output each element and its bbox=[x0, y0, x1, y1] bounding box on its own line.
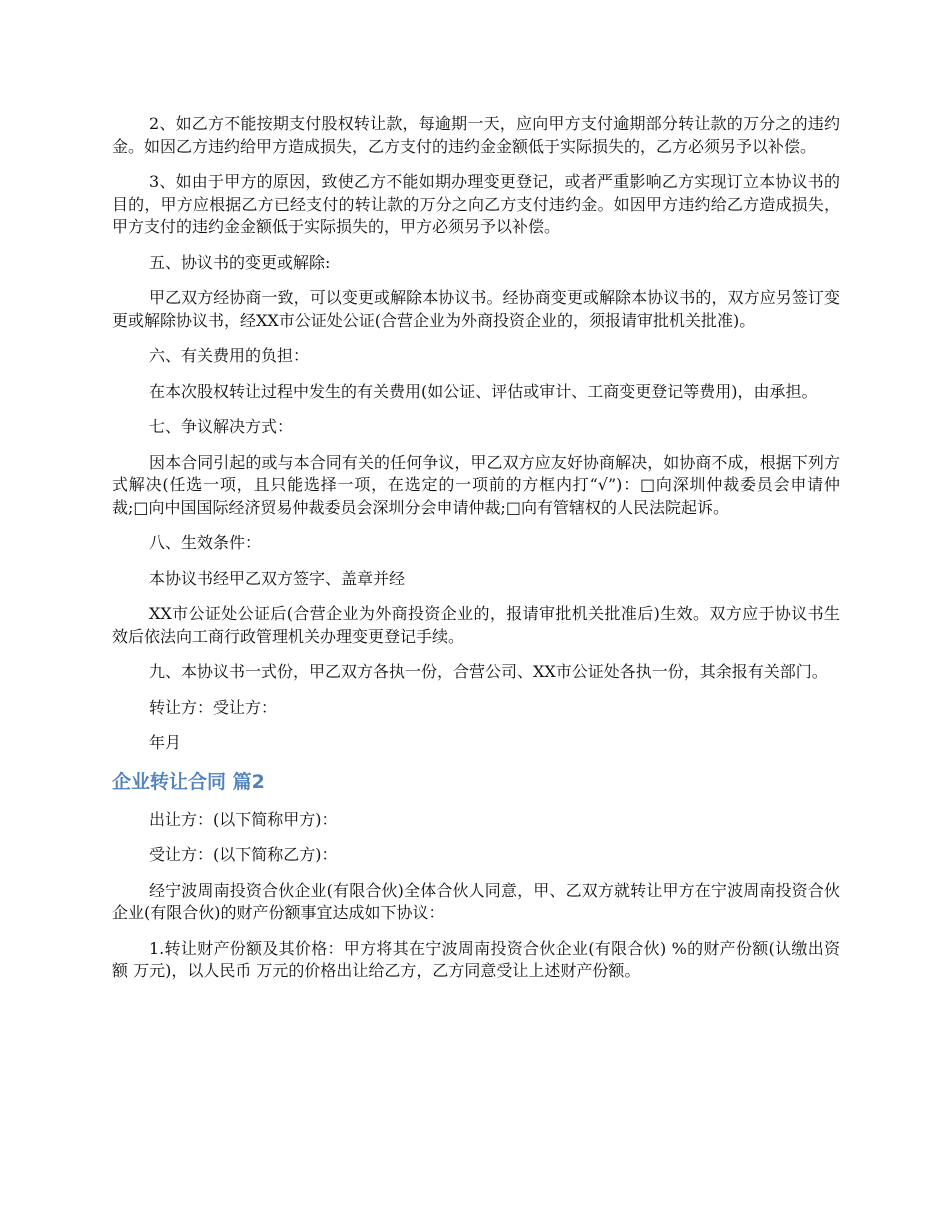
section-9-text: 九、本协议书一式份，甲乙双方各执一份，合营公司、XX市公证处各执一份，其余报有关部门。 bbox=[149, 662, 828, 681]
section-8-text: 本协议书经甲乙双方签字、盖章并经 bbox=[149, 568, 406, 588]
clause-2-late-payment: 2、如乙方不能按期支付股权转让款，每逾期一天，应向甲方支付逾期部分转让款的万分之的违约金。如因乙方违约给甲方造成损失，乙方支付的违约金金额低于实际损失的，乙方必须另予以补偿。 bbox=[112, 114, 840, 156]
transferor-line: 出让方：(以下简称甲方)： bbox=[149, 809, 338, 829]
signature-parties: 转让方：受让方： bbox=[149, 697, 278, 717]
clause-1-transfer-price: 1.转让财产份额及其价格：甲方将其在宁波周南投资合伙企业(有限合伙) %的财产份额(认缴出资额 万元)，以人民币 万元的价格出让给乙方，乙方同意受让上述财产份额。 bbox=[112, 938, 840, 980]
agreement-intro: 经宁波周南投资合伙企业(有限合伙)全体合伙人同意，甲、乙双方就转让甲方在宁波周南投资合伙企业(有限合伙)的财产份额事宜达成如下协议： bbox=[112, 880, 840, 922]
section-8-text-continued: XX市公证处公证后(合营企业为外商投资企业的，报请审批机关批准后)生效。双方应于协议书生效后依法向工商行政管理机关办理变更登记手续。 bbox=[112, 604, 840, 646]
section-8-heading: 八、生效条件： bbox=[149, 533, 262, 552]
section-6-text: 在本次股权转让过程中发生的有关费用(如公证、评估或审计、工商变更登记等费用)，由承担。 bbox=[149, 381, 818, 401]
signature-date: 年月 bbox=[149, 733, 182, 752]
transferee-line: 受让方：(以下简称乙方)： bbox=[149, 845, 338, 864]
section-title-contract-2: 企业转让合同 篇2 bbox=[112, 770, 265, 793]
section-7-text: 因本合同引起的或与本合同有关的任何争议，甲乙双方应友好协商解决，如协商不成，根据下列方式解决(任选一项，且只能选择一项，在选定的一项前的方框内打“√”)：□向深圳仲裁委员会申请仲裁;□向中国国际经济贸易仲裁委员会深圳分会申请仲裁;□向有管辖权的人民法院起诉。 bbox=[112, 452, 840, 517]
section-7-heading: 七、争议解决方式： bbox=[149, 417, 294, 436]
document-body bbox=[112, 113, 840, 996]
clause-3-registration-delay: 3、如由于甲方的原因，致使乙方不能如期办理变更登记，或者严重影响乙方实现订立本协议书的目的，甲方应根据乙方已经支付的转让款的万分之向乙方支付违约金。如因甲方违约给乙方造成损失，甲方支付的违约金金额低于实际损失的，甲方必须另予以补偿。 bbox=[112, 172, 840, 236]
section-5-heading: 五、协议书的变更或解除: bbox=[149, 252, 331, 272]
section-6-heading: 六、有关费用的负担： bbox=[149, 346, 310, 365]
section-5-text: 甲乙双方经协商一致，可以变更或解除本协议书。经协商变更或解除本协议书的，双方应另签订变更或解除协议书，经XX市公证处公证(合营企业为外商投资企业的，须报请审批机关批准)。 bbox=[112, 288, 840, 330]
